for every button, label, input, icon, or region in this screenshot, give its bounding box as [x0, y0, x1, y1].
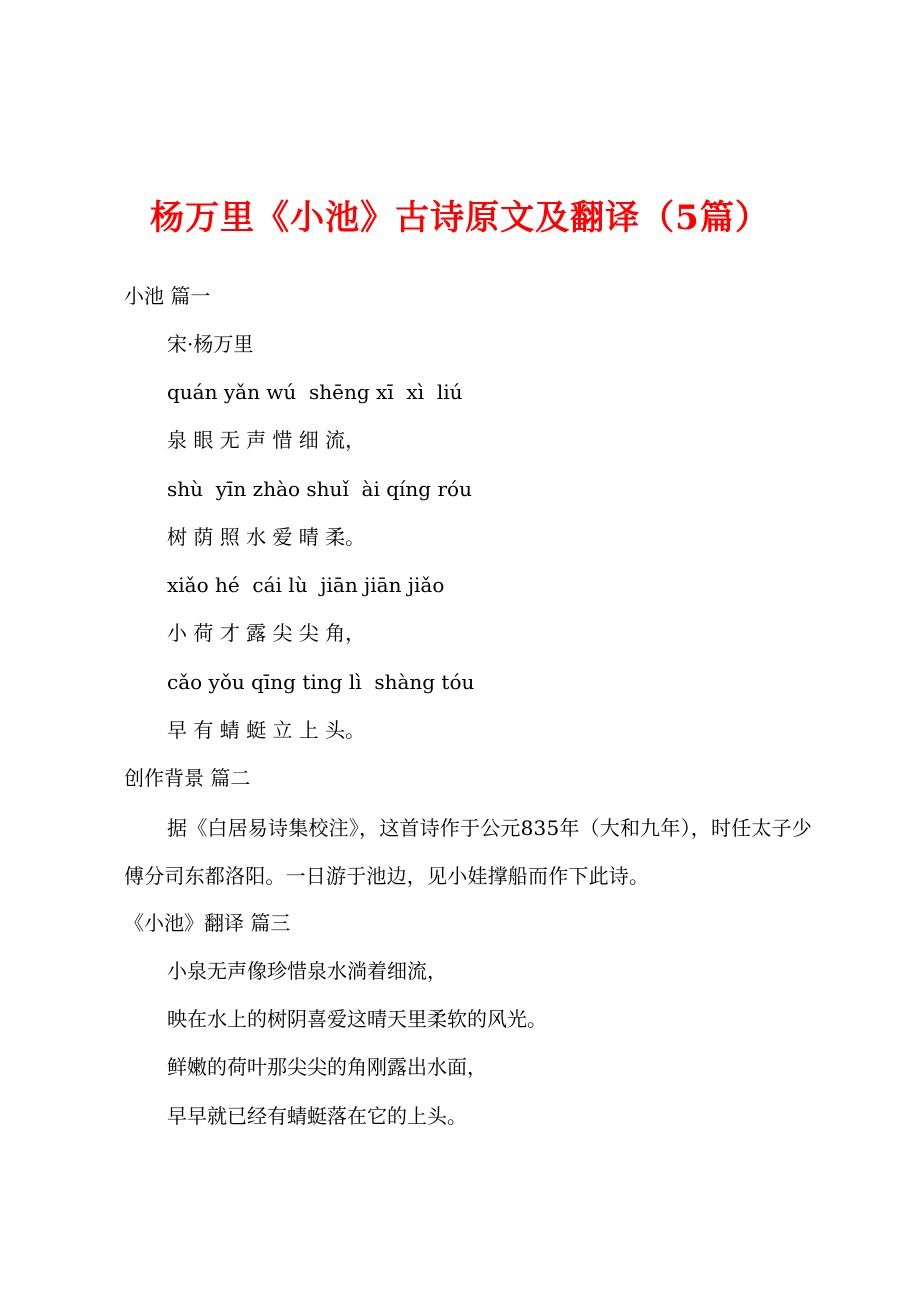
document-title: 杨万里《小池》古诗原文及翻译（5篇） [150, 198, 770, 238]
section-heading-2: 创作背景 篇二 [124, 766, 251, 790]
poem-pinyin-line-2: shù yīn zhào shuǐ ài qíng róu [167, 477, 472, 501]
poem-author: 宋·杨万里 [167, 332, 254, 356]
background-paragraph: 据《白居易诗集校注》，这首诗作于公元835年（大和九年），时任太子少傅分司东都洛阳。一日游于池边，见小娃撑船而作下此诗。 [124, 816, 812, 888]
section-heading-1: 小池 篇一 [124, 284, 211, 308]
translation-line-4: 早早就已经有蜻蜓落在它的上头。 [167, 1104, 467, 1128]
poem-line-2: 树 荫 照 水 爱 晴 柔。 [167, 525, 366, 549]
translation-line-3: 鲜嫩的荷叶那尖尖的角刚露出水面， [167, 1055, 487, 1079]
poem-pinyin-line-4: cǎo yǒu qīng ting lì shàng tóu [167, 670, 475, 694]
translation-line-1: 小泉无声像珍惜泉水淌着细流， [167, 959, 447, 983]
poem-line-1: 泉 眼 无 声 惜 细 流， [167, 428, 366, 452]
poem-pinyin-line-1: quán yǎn wú shēng xī xì liú [167, 380, 463, 404]
section-heading-3: 《小池》翻译 篇三 [124, 911, 291, 935]
translation-line-2: 映在水上的树阴喜爱这晴天里柔软的风光。 [167, 1007, 547, 1031]
poem-line-4: 早 有 蜻 蜓 立 上 头。 [167, 718, 366, 742]
poem-line-3: 小 荷 才 露 尖 尖 角， [167, 621, 366, 645]
poem-pinyin-line-3: xiǎo hé cái lù jiān jiān jiǎo [167, 573, 445, 597]
